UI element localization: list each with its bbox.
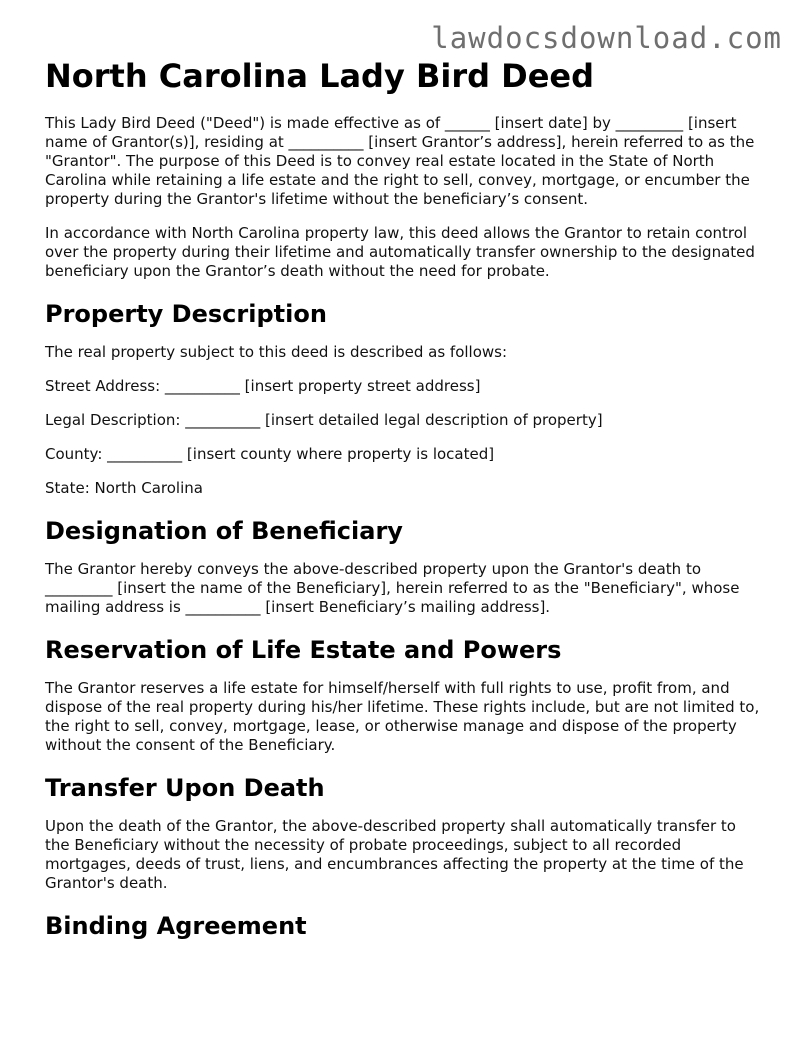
document-title: North Carolina Lady Bird Deed bbox=[45, 57, 595, 95]
section-heading: Binding Agreement bbox=[45, 912, 307, 940]
property-description-section bbox=[45, 299, 765, 498]
document-page bbox=[45, 56, 765, 955]
beneficiary-section bbox=[45, 516, 765, 617]
transfer-section bbox=[45, 773, 765, 893]
reservation-paragraph: The Grantor reserves a life estate for himself/herself with full rights to use, profit from, and dispose of the real property during his/her lifetime. These rights include, but are not limited to, the right to sell, convey, mortgage, lease, or otherwise manage and dispose of the property without the consent of the Beneficiary. bbox=[45, 679, 760, 754]
transfer-paragraph: Upon the death of the Grantor, the above-described property shall automatically transfer to the Beneficiary without the necessity of probate proceedings, subject to all recorded mortgages, deeds of trust, liens, and encumbrances affecting the property at the time of the Grantor's death. bbox=[45, 817, 744, 892]
property-intro: The real property subject to this deed is described as follows: bbox=[45, 343, 508, 361]
section-heading: Transfer Upon Death bbox=[45, 774, 325, 802]
beneficiary-paragraph: The Grantor hereby conveys the above-described property upon the Grantor's death to _________ [insert the name of the Beneficiary], herein referred to as the "Beneficiary", whose mailing address is __________ [insert Beneficiary’s mailing address]. bbox=[45, 560, 740, 616]
intro-paragraph: In accordance with North Carolina property law, this deed allows the Grantor to retain control over the property during their lifetime and automatically transfer ownership to the designated beneficiary upon the Grantor’s death without the need for probate. bbox=[45, 224, 755, 280]
state-line: State: North Carolina bbox=[45, 479, 203, 497]
section-heading: Designation of Beneficiary bbox=[45, 517, 403, 545]
watermark: lawdocsdownload.com bbox=[431, 21, 782, 55]
reservation-section bbox=[45, 635, 765, 755]
street-address-line: Street Address: __________ [insert property street address] bbox=[45, 377, 481, 395]
legal-description-line: Legal Description: __________ [insert detailed legal description of property] bbox=[45, 411, 603, 429]
county-line: County: __________ [insert county where property is located] bbox=[45, 445, 495, 463]
section-heading: Property Description bbox=[45, 300, 327, 328]
binding-agreement-section bbox=[45, 911, 765, 941]
intro-paragraph: This Lady Bird Deed ("Deed") is made effective as of ______ [insert date] by _________ [insert name of Grantor(s)], residing at __________ [insert Grantor’s address], herein referred to as the "Grantor". The purpose of this Deed is to convey real estate located in the State of North Carolina while retaining a life estate and the right to sell, convey, mortgage, or encumber the property during the Grantor's lifetime without the beneficiary’s consent. bbox=[45, 114, 755, 208]
section-heading: Reservation of Life Estate and Powers bbox=[45, 636, 562, 664]
